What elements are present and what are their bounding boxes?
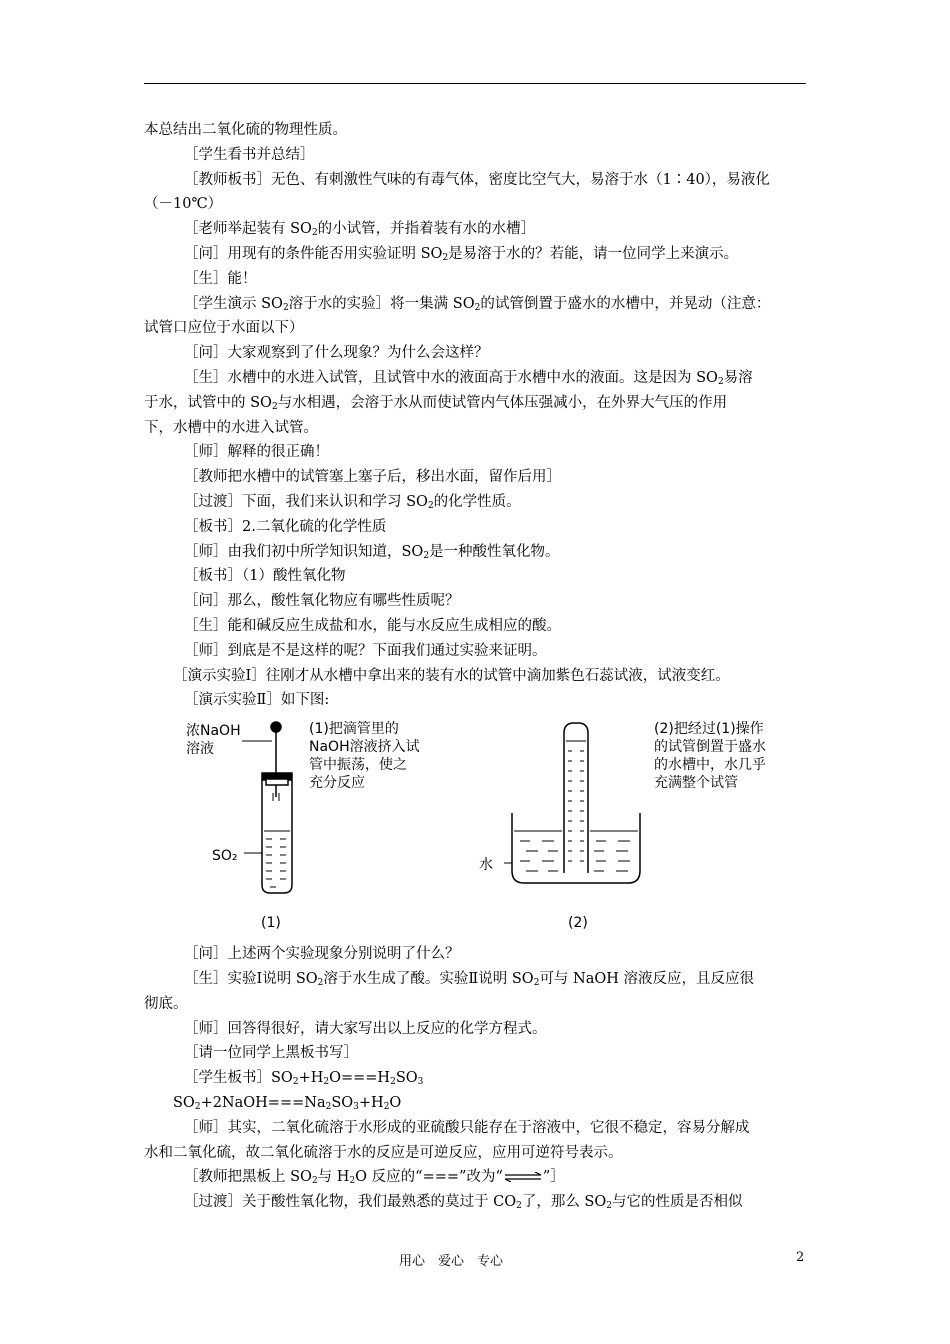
step2-text-1: (2)把经过(1)操作 — [654, 721, 764, 738]
paragraph: ［教师板书］无色、有刺激性气味的有毒气体，密度比空气大，易溶于水（1∶40），易液化 — [184, 171, 770, 188]
equation-line: ［学生板书$]SO_2+H_2O===H_2SO_3$ — [184, 1070, 424, 1088]
naoh-label-line1: 浓NaOH — [186, 723, 241, 740]
paragraph: （－10℃） — [144, 196, 223, 213]
paragraph: ［学生看书并总结］ — [184, 146, 315, 163]
reversible-arrow-icon — [503, 1172, 543, 1182]
step2-text-2: 的试管倒置于盛水 — [654, 739, 766, 756]
paragraph: ［学生演示 $SO_2$溶于水的实验］将一集满 $SO_2$的试管倒置于盛水的水槽中，并晃动（注意： — [184, 295, 771, 313]
page-number: 2 — [796, 1250, 805, 1265]
paragraph: ［生］能！ — [184, 270, 257, 287]
dropper-tube-liquid — [264, 831, 290, 887]
water-label: 水 — [479, 857, 493, 874]
paragraph: ［老师举起装有 $SO_2$的小试管，并指着装有水的水槽］ — [184, 221, 536, 239]
header-rule — [144, 83, 806, 84]
paragraph: ［生］实验Ⅰ说明 $SO_2$溶于水生成了酸。实验Ⅱ说明 $SO_2$可与 NaOH 溶液反应，且反应很 — [184, 970, 755, 988]
paragraph: ［生］水槽中的水进入试管，且试管中水的液面高于水槽中水的液面。这是因为 $SO_2$易溶 — [184, 369, 753, 387]
step2-text-4: 充满整个试管 — [654, 775, 738, 792]
paragraph: 彻底。 — [144, 995, 188, 1012]
paragraph: ［师］由我们初中所学知识知道，$SO_2$是一种酸性氧化物。 — [184, 543, 560, 561]
dropper-tube-drawing — [242, 722, 292, 893]
paragraph: 于水，试管中的 $SO_2$与水相遇，会溶于水从而使试管内气体压强减小，在外界大气压的作用 — [144, 394, 728, 412]
equation-line: $SO_2+2NaOH===Na_2SO_3+H_2O$ — [173, 1094, 402, 1112]
step1-text-3: 管中振荡，使之 — [309, 757, 407, 774]
paragraph: ［请一位同学上黑板书写］ — [184, 1045, 358, 1062]
paragraph: ［教师把水槽中的试管塞上塞子后，移出水面，留作后用］ — [184, 469, 561, 486]
paragraph: ［师］回答得很好，请大家写出以上反应的化学方程式。 — [184, 1020, 547, 1037]
trough-tube-drawing — [504, 723, 640, 883]
paragraph: ［板书］2.二氧化硫的化学性质 — [184, 518, 387, 535]
trough-tube-liquid — [514, 741, 638, 871]
paragraph: 下，水槽中的水进入试管。 — [144, 419, 318, 436]
experiment-diagram — [144, 713, 810, 942]
paragraph: ［演示实验Ⅱ］如下图: — [184, 692, 330, 709]
step1-text-1: (1)把滴管里的 — [309, 721, 399, 738]
paragraph: ［演示实验Ⅰ］往刚才从水槽中拿出来的装有水的试管中滴加紫色石蕊试液，试液变红。 — [173, 667, 730, 684]
step2-text-3: 的水槽中，水几乎 — [654, 757, 766, 774]
paragraph: ［问］大家观察到了什么现象？为什么会这样？ — [184, 345, 489, 362]
paragraph: ［问］用现有的条件能否用实验证明 $SO_2$是易溶于水的？若能，请一位同学上来演示。 — [184, 245, 739, 263]
paragraph: ［问］那么，酸性氧化物应有哪些性质呢？ — [184, 593, 460, 610]
figure2-caption: (2) — [568, 915, 588, 932]
paragraph: 水和二氧化硫，故二氧化硫溶于水的反应是可逆反应，应用可逆符号表示。 — [144, 1144, 623, 1161]
paragraph: ［师］其实，二氧化硫溶于水形成的亚硫酸只能存在于溶液中，它很不稳定，容易分解成 — [184, 1119, 750, 1136]
paragraph: ［过渡］关于酸性氧化物，我们最熟悉的莫过于 $CO_2$了，那么 $SO_2$与它的性质是否相似 — [184, 1194, 743, 1212]
step1-text-4: 充分反应 — [309, 775, 365, 792]
experiment-figure — [144, 713, 810, 942]
paragraph: ［生］能和碱反应生成盐和水，能与水反应生成相应的酸。 — [184, 617, 561, 634]
step1-text-2: NaOH溶液挤入试 — [309, 739, 420, 756]
paragraph: ［师］到底是不是这样的呢？下面我们通过实验来证明。 — [184, 642, 547, 659]
figure1-caption: (1) — [261, 915, 281, 932]
paragraph: 本总结出二氧化硫的物理性质。 — [144, 122, 347, 138]
naoh-label-line2: 溶液 — [186, 741, 214, 758]
document-body — [144, 118, 810, 1215]
paragraph: ［过渡］下面，我们来认识和学习 $SO_2$的化学性质。 — [184, 493, 521, 511]
paragraph: 试管口应位于水面以下） — [144, 320, 304, 337]
paragraph: ［问］上述两个实验现象分别说明了什么？ — [184, 946, 460, 963]
paragraph: ［师］解释的很正确！ — [184, 444, 329, 461]
paragraph: ［教师把黑板上 $SO_2$与 $H_2O$ 反应的“===”改为“ ”］ — [184, 1169, 565, 1187]
paragraph: ［板书］（1）酸性氧化物 — [184, 568, 346, 585]
so2-label: SO₂ — [212, 848, 238, 865]
footer-motto: 用心 爱心 专心 — [399, 1254, 504, 1269]
